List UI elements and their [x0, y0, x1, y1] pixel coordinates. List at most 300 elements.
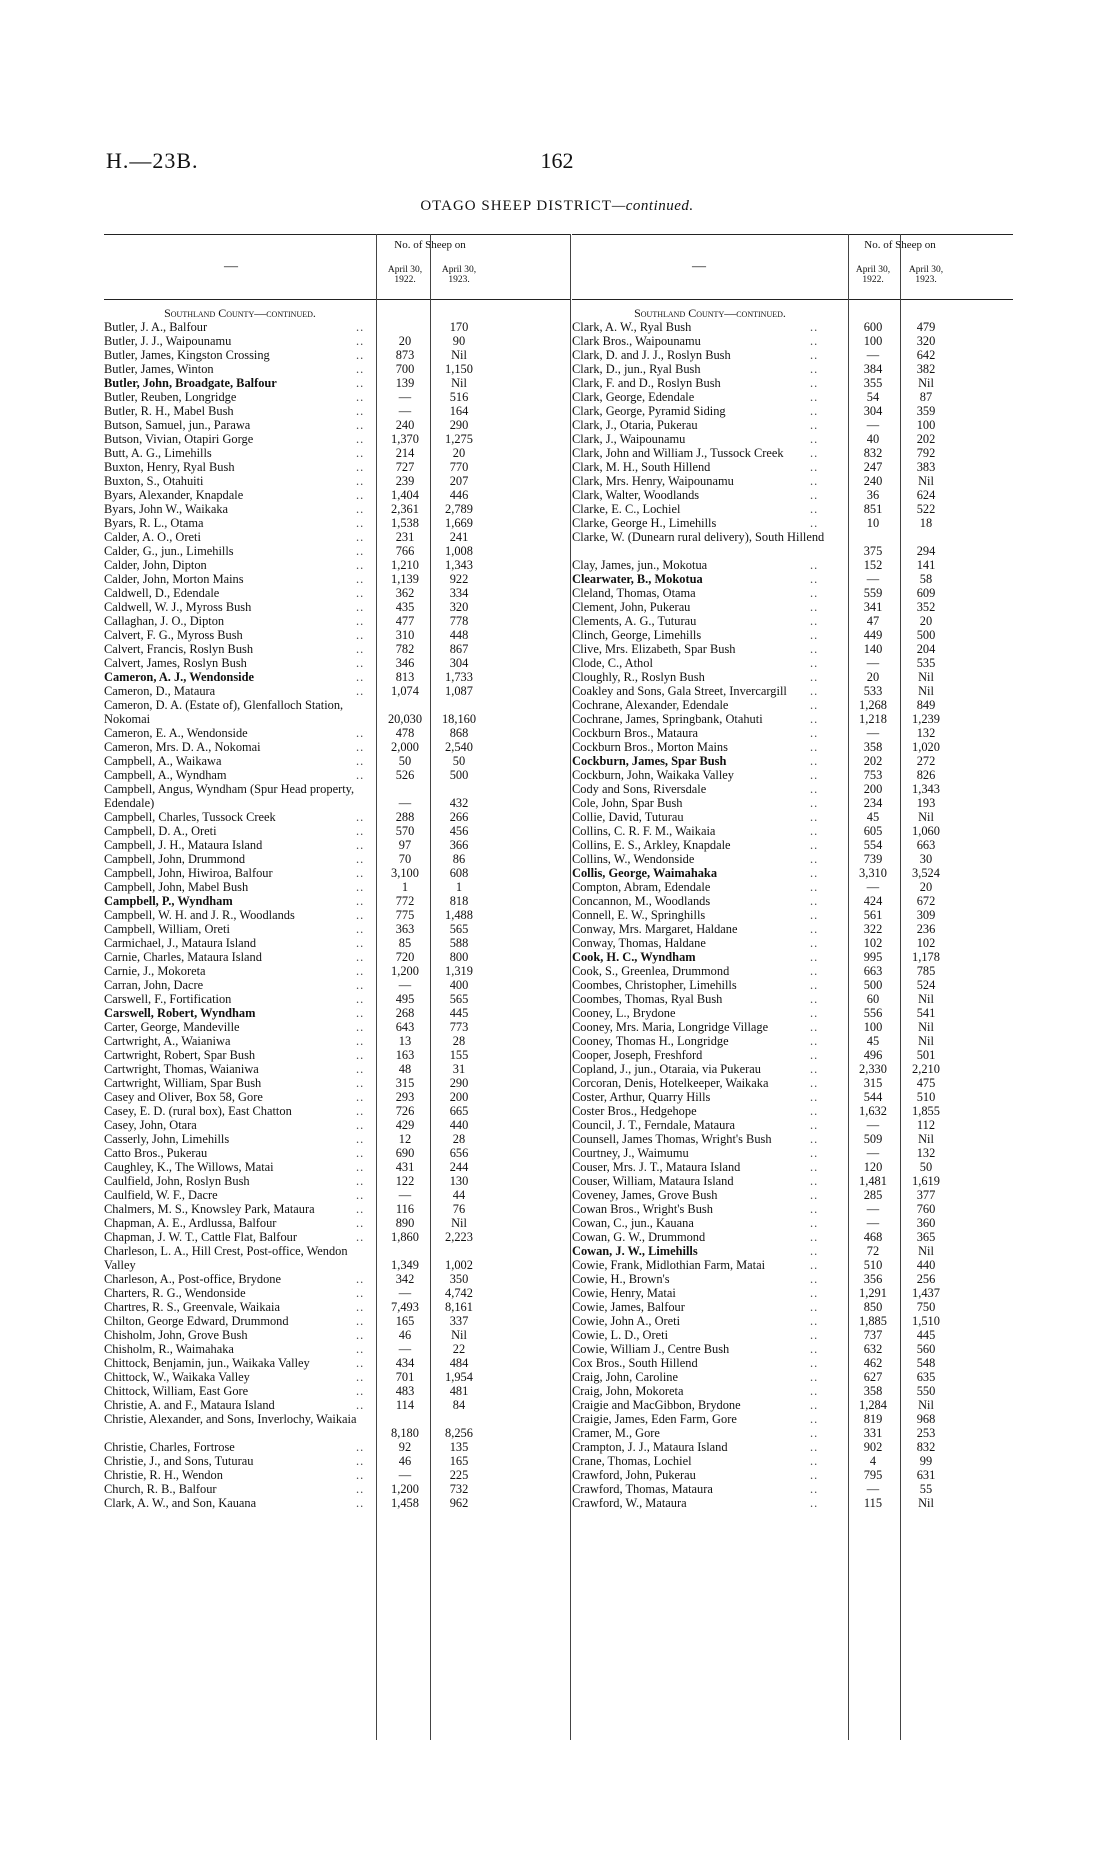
table-row	[104, 698, 570, 726]
table-row	[572, 1482, 1013, 1496]
table-row	[572, 726, 1013, 740]
table-row	[104, 684, 570, 698]
table-row	[572, 586, 1013, 600]
dot-leader: ..	[810, 390, 819, 404]
sheep-1922-cell: —	[866, 572, 880, 586]
year-1923-header: April 30, 1923.	[908, 265, 944, 285]
dot-leader: ..	[810, 1146, 819, 1160]
dot-leader: ..	[356, 1174, 365, 1188]
dot-leader: ..	[810, 880, 819, 894]
sheep-1922-cell: 45	[866, 1034, 880, 1048]
table-row	[104, 964, 570, 978]
sheep-1923-cell: 334	[449, 586, 469, 600]
left-row-list	[104, 320, 570, 1510]
left-table	[104, 234, 570, 1510]
dot-leader: ..	[356, 1048, 365, 1062]
sheep-1923-cell: 28	[452, 1132, 466, 1146]
holder-name: Clark, A. W., and Son, Kauana	[104, 1496, 257, 1510]
sheep-1922-cell: 100	[863, 334, 883, 348]
dot-leader: ..	[810, 320, 819, 334]
sheep-1922-cell: 720	[395, 950, 415, 964]
dot-leader: ..	[356, 334, 365, 348]
sheep-1922-cell: 342	[395, 1272, 415, 1286]
sheep-1923-cell: Nil	[918, 1020, 934, 1034]
holder-name: Chittock, W., Waikaka Valley	[104, 1370, 250, 1384]
column-rule	[900, 234, 901, 1740]
table-row	[104, 810, 570, 824]
table-row	[104, 432, 570, 446]
holder-name: Clement, John, Pukerau	[572, 600, 691, 614]
dot-leader: ..	[810, 586, 819, 600]
sheep-1922-cell: 240	[395, 418, 415, 432]
sheep-1923-cell: 320	[916, 334, 936, 348]
sheep-1923-cell: 440	[916, 1258, 936, 1272]
table-row	[104, 586, 570, 600]
holder-name: Council, J. T., Ferndale, Mataura	[572, 1118, 735, 1132]
sheep-1923-cell: 1,178	[912, 950, 940, 964]
sheep-1922-cell: 50	[398, 754, 412, 768]
sheep-1922-cell: 239	[395, 474, 415, 488]
sheep-1922-cell: 429	[395, 1118, 415, 1132]
table-row	[572, 670, 1013, 684]
column-rule	[570, 234, 571, 1740]
holder-name: Caulfield, John, Roslyn Bush	[104, 1174, 250, 1188]
sheep-1922-cell: 341	[863, 600, 883, 614]
holder-name: Chisholm, R., Waimahaka	[104, 1342, 234, 1356]
sheep-1922-cell: 510	[863, 1258, 883, 1272]
dot-leader: ..	[356, 1104, 365, 1118]
table-row	[572, 1216, 1013, 1230]
sheep-1922-cell: 4	[869, 1454, 877, 1468]
holder-name: Calder, A. O., Oreti	[104, 530, 201, 544]
holder-name: Casey, E. D. (rural box), East Chatton	[104, 1104, 292, 1118]
table-row	[104, 1482, 570, 1496]
sheep-1923-cell: 1,275	[445, 432, 473, 446]
sheep-1922-cell: 322	[863, 922, 883, 936]
table-row	[104, 656, 570, 670]
sheep-1923-cell: 510	[916, 1090, 936, 1104]
table-row	[572, 558, 1013, 572]
sheep-1923-cell: 1,619	[912, 1174, 940, 1188]
sheep-1922-cell: 813	[395, 670, 415, 684]
dot-leader: ..	[810, 950, 819, 964]
sheep-1923-cell: 8,256	[445, 1426, 473, 1440]
dot-leader: ..	[356, 1034, 365, 1048]
holder-name: Carswell, F., Fortification	[104, 992, 232, 1006]
sheep-1923-cell: 244	[449, 1160, 469, 1174]
table-row	[104, 1216, 570, 1230]
table-row	[572, 852, 1013, 866]
sheep-1923-cell: 792	[916, 446, 936, 460]
table-row	[572, 656, 1013, 670]
table-row	[572, 432, 1013, 446]
dot-leader: ..	[810, 1314, 819, 1328]
sheep-1923-cell: 141	[916, 558, 936, 572]
sheep-1923-cell: 22	[452, 1342, 466, 1356]
dot-leader: ..	[356, 1468, 365, 1482]
sheep-1923-cell: 225	[449, 1468, 469, 1482]
sheep-1922-cell: 12	[398, 1132, 412, 1146]
holder-name: Campbell, John, Mabel Bush	[104, 880, 249, 894]
holder-name: Chartres, R. S., Greenvale, Waikaia	[104, 1300, 280, 1314]
sheep-1923-cell: 548	[916, 1356, 936, 1370]
holder-name: Clark, John and William J., Tussock Creek	[572, 446, 784, 460]
table-row	[572, 950, 1013, 964]
holder-name: Clay, James, jun., Mokotua	[572, 558, 708, 572]
sheep-1923-cell: 200	[449, 1090, 469, 1104]
dot-leader: ..	[810, 782, 819, 796]
sheep-1923-cell: 58	[919, 572, 933, 586]
sheep-1923-cell: 446	[449, 488, 469, 502]
holder-name: Coster, Arthur, Quarry Hills	[572, 1090, 711, 1104]
sheep-1923-cell: 130	[449, 1174, 469, 1188]
holder-name: Campbell, Charles, Tussock Creek	[104, 810, 276, 824]
dot-leader: ..	[356, 936, 365, 950]
table-row	[572, 1328, 1013, 1342]
sheep-1923-cell: 170	[449, 320, 469, 334]
holder-name: Campbell, John, Hiwiroa, Balfour	[104, 866, 273, 880]
dot-leader: ..	[810, 1482, 819, 1496]
table-row	[104, 390, 570, 404]
holder-name: Chisholm, John, Grove Bush	[104, 1328, 248, 1342]
table-row	[572, 642, 1013, 656]
sheep-1923-cell: Nil	[918, 992, 934, 1006]
sheep-1923-cell: Nil	[918, 376, 934, 390]
sheep-1923-cell: 475	[916, 1076, 936, 1090]
sheep-1922-cell: 234	[863, 796, 883, 810]
sheep-1922-cell: 60	[866, 992, 880, 1006]
year-1922-header: April 30, 1922.	[855, 265, 891, 285]
table-row	[104, 1118, 570, 1132]
holder-name: Clarke, George H., Limehills	[572, 516, 717, 530]
sheep-1922-cell: 1,200	[391, 964, 419, 978]
holder-name: Clark, J., Waipounamu	[572, 432, 686, 446]
table-row	[104, 1328, 570, 1342]
sheep-1922-cell: 97	[398, 838, 412, 852]
sheep-1922-cell: 165	[395, 1314, 415, 1328]
sheep-1923-cell: 479	[916, 320, 936, 334]
holder-name: Clark, J., Otaria, Pukerau	[572, 418, 698, 432]
holder-name: Buxton, Henry, Ryal Bush	[104, 460, 235, 474]
sheep-1922-cell: 120	[863, 1160, 883, 1174]
table-row	[572, 516, 1013, 530]
holder-name: Butler, R. H., Mabel Bush	[104, 404, 234, 418]
page-title	[0, 198, 1114, 215]
dot-leader: ..	[356, 642, 365, 656]
dot-leader: ..	[356, 880, 365, 894]
holder-name: Byars, R. L., Otama	[104, 516, 204, 530]
holder-name: Clode, C., Athol	[572, 656, 653, 670]
sheep-1922-cell: 2,330	[859, 1062, 887, 1076]
sheep-1923-cell: 500	[916, 628, 936, 642]
left-table-header	[104, 234, 570, 300]
dot-leader: ..	[810, 502, 819, 516]
sheep-1923-cell: 500	[449, 768, 469, 782]
table-row	[104, 670, 570, 684]
holder-name: Concannon, M., Woodlands	[572, 894, 711, 908]
sheep-1923-cell: 1,060	[912, 824, 940, 838]
dot-leader: ..	[356, 488, 365, 502]
holder-name: Carswell, Robert, Wyndham	[104, 1006, 256, 1020]
sheep-1923-cell: Nil	[451, 376, 467, 390]
sheep-1922-cell: 92	[398, 1440, 412, 1454]
holder-name: Courtney, J., Waimumu	[572, 1146, 689, 1160]
table-row	[104, 908, 570, 922]
dot-leader: ..	[356, 1230, 365, 1244]
dot-leader: ..	[810, 1230, 819, 1244]
sheep-1922-cell: 288	[395, 810, 415, 824]
dot-leader: ..	[810, 754, 819, 768]
holder-name: Clark, Mrs. Henry, Waipounamu	[572, 474, 734, 488]
holder-name: Chilton, George Edward, Drummond	[104, 1314, 289, 1328]
holder-name: Cowie, Henry, Matai	[572, 1286, 676, 1300]
holder-name: Clive, Mrs. Elizabeth, Spar Bush	[572, 642, 736, 656]
sheep-1923-cell: 236	[916, 922, 936, 936]
sheep-1922-cell: 1,268	[859, 698, 887, 712]
dot-leader: ..	[810, 1496, 819, 1510]
dot-leader: ..	[810, 656, 819, 670]
dot-leader: ..	[356, 362, 365, 376]
dot-leader: ..	[810, 796, 819, 810]
sheep-1922-cell: 152	[863, 558, 883, 572]
sheep-1922-cell: 1,349	[391, 1258, 419, 1272]
holder-name: Clements, A. G., Tuturau	[572, 614, 697, 628]
sheep-1922-cell: 20,030	[387, 712, 423, 726]
holder-name: Chapman, A. E., Ardlussa, Balfour	[104, 1216, 277, 1230]
holder-name: Christie, Alexander, and Sons, Inverlochy, Waikaia	[104, 1412, 357, 1426]
section-title: Southland County—continued.	[164, 306, 316, 320]
sheep-1922-cell: 20	[866, 670, 880, 684]
holder-name: Craig, John, Mokoreta	[572, 1384, 684, 1398]
dot-leader: ..	[810, 1328, 819, 1342]
dot-leader: ..	[810, 1160, 819, 1174]
table-row	[104, 950, 570, 964]
holder-name: Christie, A. and F., Mataura Island	[104, 1398, 275, 1412]
sheep-1923-cell: 524	[916, 978, 936, 992]
dot-leader: ..	[810, 1468, 819, 1482]
sheep-1922-cell: —	[866, 1216, 880, 1230]
table-row	[572, 1146, 1013, 1160]
sheep-1923-cell: 481	[449, 1384, 469, 1398]
sheep-1922-cell: 1,370	[391, 432, 419, 446]
holder-name: Clark, George, Pyramid Siding	[572, 404, 726, 418]
table-row	[572, 1468, 1013, 1482]
sheep-1922-cell: —	[398, 390, 412, 404]
dot-leader: ..	[810, 894, 819, 908]
sheep-1922-cell: 20	[398, 334, 412, 348]
dot-leader: ..	[810, 1090, 819, 1104]
dot-leader: ..	[810, 642, 819, 656]
sheep-1923-cell: 207	[449, 474, 469, 488]
dot-leader: ..	[810, 1244, 819, 1258]
sheep-1922-cell: —	[866, 726, 880, 740]
sheep-1923-cell: 3,524	[912, 866, 940, 880]
table-row	[104, 516, 570, 530]
sheep-1923-cell: 535	[916, 656, 936, 670]
holder-name: Catto Bros., Pukerau	[104, 1146, 208, 1160]
holder-name: Cloughly, R., Roslyn Bush	[572, 670, 705, 684]
dot-leader: ..	[810, 768, 819, 782]
sheep-1923-cell: 8,161	[445, 1300, 473, 1314]
sheep-1923-cell: 635	[916, 1370, 936, 1384]
holder-name: Byars, Alexander, Knapdale	[104, 488, 244, 502]
table-row	[572, 866, 1013, 880]
sheep-1922-cell: 477	[395, 614, 415, 628]
dot-leader: ..	[810, 1440, 819, 1454]
holder-name: Cowan Bros., Wright's Bush	[572, 1202, 713, 1216]
dot-leader: ..	[810, 922, 819, 936]
dot-leader: ..	[810, 460, 819, 474]
dot-leader: ..	[356, 516, 365, 530]
holder-name: Caldwell, D., Edendale	[104, 586, 220, 600]
holder-name: Charters, R. G., Wendonside	[104, 1286, 246, 1300]
sheep-1923-cell: 382	[916, 362, 936, 376]
table-row	[104, 1090, 570, 1104]
dot-leader: ..	[356, 726, 365, 740]
table-row	[104, 474, 570, 488]
dot-leader: ..	[810, 964, 819, 978]
table-row	[572, 1356, 1013, 1370]
dot-leader: ..	[356, 754, 365, 768]
holder-name: Cooper, Joseph, Freshford	[572, 1048, 703, 1062]
sheep-1923-cell: 90	[452, 334, 466, 348]
table-row	[104, 1454, 570, 1468]
sheep-1922-cell: 424	[863, 894, 883, 908]
sheep-1922-cell: 231	[395, 530, 415, 544]
sheep-1923-cell: 432	[449, 796, 469, 810]
holder-name: Cowan, C., jun., Kauana	[572, 1216, 694, 1230]
sheep-1922-cell: 45	[866, 810, 880, 824]
holder-name: Collins, C. R. F. M., Waikaia	[572, 824, 716, 838]
holder-name: Callaghan, J. O., Dipton	[104, 614, 225, 628]
table-row	[572, 838, 1013, 852]
table-row	[104, 1356, 570, 1370]
sheep-1922-cell: 40	[866, 432, 880, 446]
sheep-1923-cell: 193	[916, 796, 936, 810]
section-title: Southland County—continued.	[634, 306, 786, 320]
table-row	[572, 964, 1013, 978]
dot-leader: ..	[356, 866, 365, 880]
sheep-1922-cell: 70	[398, 852, 412, 866]
sheep-count-group-header: No. of Sheep on	[864, 239, 936, 251]
holder-name: Cartwright, A., Waianiwa	[104, 1034, 231, 1048]
table-row	[104, 1286, 570, 1300]
table-row	[104, 376, 570, 390]
holder-name: Buxton, S., Otahuiti	[104, 474, 204, 488]
sheep-1923-cell: 778	[449, 614, 469, 628]
dot-leader: ..	[810, 1104, 819, 1118]
dot-leader: ..	[356, 1314, 365, 1328]
sheep-1922-cell: 247	[863, 460, 883, 474]
table-row	[104, 1398, 570, 1412]
sheep-1922-cell: 1,218	[859, 712, 887, 726]
table-row	[104, 362, 570, 376]
holder-name: Chittock, William, East Gore	[104, 1384, 249, 1398]
holder-name: Crampton, J. J., Mataura Island	[572, 1440, 728, 1454]
table-row	[572, 390, 1013, 404]
sheep-1922-cell: 570	[395, 824, 415, 838]
sheep-1923-cell: 290	[449, 1076, 469, 1090]
sheep-1922-cell: 1,200	[391, 1482, 419, 1496]
holder-name: Carmichael, J., Mataura Island	[104, 936, 257, 950]
sheep-1922-cell: 202	[863, 754, 883, 768]
table-row	[572, 992, 1013, 1006]
sheep-1923-cell: 28	[452, 1034, 466, 1048]
dot-leader: ..	[810, 852, 819, 866]
table-row	[572, 502, 1013, 516]
table-row	[572, 1160, 1013, 1174]
table-row	[572, 1202, 1013, 1216]
holder-name: Cameron, Mrs. D. A., Nokomai	[104, 740, 261, 754]
sheep-1923-cell: 2,789	[445, 502, 473, 516]
holder-name: Collie, David, Tuturau	[572, 810, 684, 824]
sheep-1923-cell: 256	[916, 1272, 936, 1286]
sheep-1923-cell: 18	[919, 516, 933, 530]
table-row	[104, 446, 570, 460]
dot-leader: ..	[356, 1398, 365, 1412]
sheep-1922-cell: 663	[863, 964, 883, 978]
sheep-1923-cell: 112	[916, 1118, 936, 1132]
sheep-1922-cell: 384	[863, 362, 883, 376]
table-row	[104, 824, 570, 838]
table-row	[104, 1048, 570, 1062]
table-row	[572, 1370, 1013, 1384]
sheep-1922-cell: 753	[863, 768, 883, 782]
sheep-1922-cell: 356	[863, 1272, 883, 1286]
dot-leader: ..	[356, 1482, 365, 1496]
sheep-1923-cell: 290	[449, 418, 469, 432]
table-row	[572, 1188, 1013, 1202]
holder-name: Calder, John, Dipton	[104, 558, 207, 572]
sheep-1923-cell: 1,437	[912, 1286, 940, 1300]
sheep-1923-cell: 359	[916, 404, 936, 418]
dot-leader: ..	[810, 810, 819, 824]
sheep-1922-cell: 13	[398, 1034, 412, 1048]
sheep-1922-cell: 1,284	[859, 1398, 887, 1412]
holder-name: Campbell, A., Wyndham	[104, 768, 227, 782]
sheep-1923-cell: 337	[449, 1314, 469, 1328]
holder-name: Cameron, D., Mataura	[104, 684, 216, 698]
sheep-1922-cell: 1,074	[391, 684, 419, 698]
table-row	[104, 334, 570, 348]
holder-name: Calvert, James, Roslyn Bush	[104, 656, 247, 670]
holder-name: Caulfield, W. F., Dacre	[104, 1188, 218, 1202]
sheep-1923-cell: 663	[916, 838, 936, 852]
holder-name: Clark, D., jun., Ryal Bush	[572, 362, 701, 376]
table-row	[572, 1034, 1013, 1048]
sheep-1922-cell: 1,210	[391, 558, 419, 572]
dot-leader: ..	[356, 558, 365, 572]
table-row	[104, 1272, 570, 1286]
dot-leader: ..	[356, 656, 365, 670]
table-row	[104, 1188, 570, 1202]
sheep-1923-cell: 1	[455, 880, 463, 894]
sheep-1923-cell: 631	[916, 1468, 936, 1482]
table-row	[572, 572, 1013, 586]
sheep-1922-cell: 902	[863, 1440, 883, 1454]
holder-name: Butler, Reuben, Longridge	[104, 390, 237, 404]
sheep-1923-cell: 1,954	[445, 1370, 473, 1384]
holder-name: Conway, Mrs. Margaret, Haldane	[572, 922, 738, 936]
table-row	[572, 1258, 1013, 1272]
holder-name: Cox Bros., South Hillend	[572, 1356, 698, 1370]
sheep-1922-cell: 114	[395, 1398, 415, 1412]
sheep-1922-cell: 1,458	[391, 1496, 419, 1510]
sheep-1922-cell: 310	[395, 628, 415, 642]
sheep-1923-cell: 400	[449, 978, 469, 992]
table-row	[104, 1496, 570, 1510]
sheep-1922-cell: 850	[863, 1300, 883, 1314]
